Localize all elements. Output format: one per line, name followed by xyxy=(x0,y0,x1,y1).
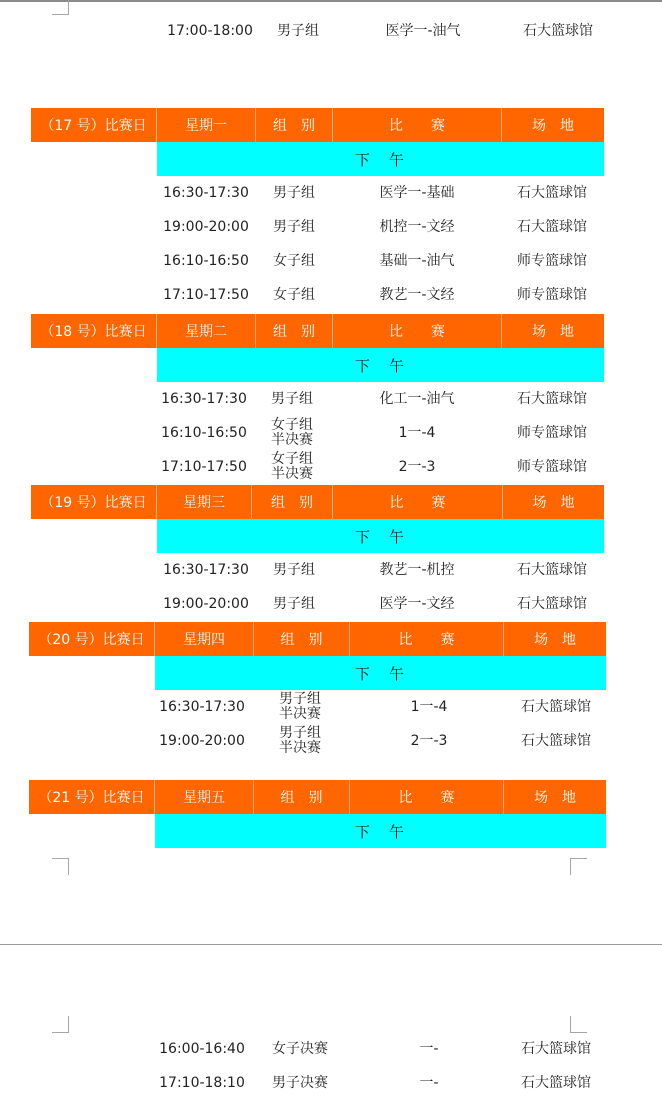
venue-cell: 石大篮球馆 xyxy=(523,23,593,39)
group-cell xyxy=(252,416,332,450)
time-cell: 16:30-17:30 xyxy=(161,391,247,407)
match-cell: 机控一-文经 xyxy=(379,219,455,235)
match-cell: 一- xyxy=(419,1041,439,1057)
time-cell: 17:00-18:00 xyxy=(167,23,253,39)
venue-header: 场 地 xyxy=(502,314,604,348)
day-header xyxy=(0,622,662,656)
group-cell xyxy=(260,724,340,758)
venue-cell: 石大篮球馆 xyxy=(517,219,587,235)
venue-cell: 石大篮球馆 xyxy=(521,1041,591,1057)
venue-cell: 师专篮球馆 xyxy=(517,253,587,269)
venue-cell: 师专篮球馆 xyxy=(517,287,587,303)
period-band: 下 午 xyxy=(157,348,604,382)
group-stage: 半决赛 xyxy=(271,466,313,482)
table-row xyxy=(0,1066,662,1100)
group-cell xyxy=(260,690,340,724)
venue-header: 场 地 xyxy=(503,485,604,519)
weekday-label: 星期三 xyxy=(157,485,252,519)
time-cell: 16:30-17:30 xyxy=(163,562,249,578)
group-cell: 男子决赛 xyxy=(272,1075,328,1091)
match-cell: 医学一-文经 xyxy=(379,596,455,612)
group-stage: 半决赛 xyxy=(279,740,321,756)
weekday-label: 星期一 xyxy=(157,108,256,142)
venue-cell: 师专篮球馆 xyxy=(517,425,587,441)
weekday-label: 星期四 xyxy=(155,622,254,656)
time-cell: 17:10-17:50 xyxy=(161,459,247,475)
group-cell xyxy=(252,450,332,484)
table-row xyxy=(0,14,662,48)
day-header xyxy=(0,485,662,519)
group-header: 组 别 xyxy=(254,780,350,814)
match-header: 比 赛 xyxy=(333,314,502,348)
group-header: 组 别 xyxy=(252,485,333,519)
match-cell: 一- xyxy=(419,1075,439,1091)
weekday-label: 星期二 xyxy=(157,314,256,348)
day-header xyxy=(0,314,662,348)
page-corner-mark xyxy=(52,858,69,875)
match-header: 比 赛 xyxy=(333,485,503,519)
match-cell: 医学一-基础 xyxy=(379,185,455,201)
match-header: 比 赛 xyxy=(350,780,504,814)
match-cell: 医学一-油气 xyxy=(385,23,461,39)
match-cell: 教艺一-文经 xyxy=(379,287,455,303)
period-band: 下 午 xyxy=(157,142,604,176)
group-cell: 女子组 xyxy=(273,253,315,269)
match-header: 比 赛 xyxy=(333,108,502,142)
venue-cell: 石大篮球馆 xyxy=(521,733,591,749)
match-header: 比 赛 xyxy=(350,622,504,656)
group-cell: 男子组 xyxy=(273,185,315,201)
match-cell: 1一-4 xyxy=(398,425,436,441)
group-header: 组 别 xyxy=(256,108,333,142)
table-row xyxy=(0,210,662,244)
venue-header: 场 地 xyxy=(502,108,604,142)
match-cell: 化工一-油气 xyxy=(379,391,455,407)
table-row xyxy=(0,450,662,484)
period-band: 下 午 xyxy=(157,519,604,553)
page-corner-mark xyxy=(570,1016,587,1033)
day-date-label: （20 号）比赛日 xyxy=(29,622,155,656)
period-band: 下 午 xyxy=(155,656,606,690)
period-band: 下 午 xyxy=(155,814,606,848)
time-cell: 19:00-20:00 xyxy=(163,596,249,612)
table-row xyxy=(0,382,662,416)
table-row xyxy=(0,416,662,450)
match-cell: 教艺一-机控 xyxy=(379,562,455,578)
match-cell: 2一-3 xyxy=(398,459,436,475)
table-row xyxy=(0,278,662,312)
table-row xyxy=(0,587,662,621)
group-cell: 男子组 xyxy=(273,596,315,612)
match-cell: 1一-4 xyxy=(410,699,448,715)
match-cell: 基础一-油气 xyxy=(379,253,455,269)
venue-cell: 石大篮球馆 xyxy=(521,1075,591,1091)
page-top-border xyxy=(0,0,662,2)
page-corner-mark xyxy=(52,1016,69,1033)
group-line: 男子组 xyxy=(279,725,321,741)
group-cell: 男子组 xyxy=(273,562,315,578)
time-cell: 17:10-18:10 xyxy=(159,1075,245,1091)
day-date-label: （18 号）比赛日 xyxy=(31,314,157,348)
group-cell: 女子组 xyxy=(273,287,315,303)
venue-cell: 石大篮球馆 xyxy=(517,185,587,201)
weekday-label: 星期五 xyxy=(155,780,254,814)
day-date-label: （21 号）比赛日 xyxy=(29,780,155,814)
page-corner-mark xyxy=(52,0,69,15)
day-header xyxy=(0,108,662,142)
table-row xyxy=(0,690,662,724)
group-line: 女子组 xyxy=(271,451,313,467)
time-cell: 16:10-16:50 xyxy=(163,253,249,269)
day-date-label: （17 号）比赛日 xyxy=(31,108,157,142)
page-break-line xyxy=(0,944,662,945)
time-cell: 16:30-17:30 xyxy=(163,185,249,201)
group-cell: 女子决赛 xyxy=(272,1041,328,1057)
day-date-label: （19 号）比赛日 xyxy=(31,485,157,519)
time-cell: 16:10-16:50 xyxy=(161,425,247,441)
table-row xyxy=(0,1032,662,1066)
page-corner-mark xyxy=(570,858,587,875)
group-cell: 男子组 xyxy=(273,219,315,235)
time-cell: 19:00-20:00 xyxy=(159,733,245,749)
group-header: 组 别 xyxy=(256,314,333,348)
group-header: 组 别 xyxy=(254,622,350,656)
time-cell: 16:00-16:40 xyxy=(159,1041,245,1057)
venue-cell: 师专篮球馆 xyxy=(517,459,587,475)
match-cell: 2一-3 xyxy=(410,733,448,749)
table-row xyxy=(0,176,662,210)
venue-cell: 石大篮球馆 xyxy=(517,391,587,407)
group-cell: 男子组 xyxy=(277,23,319,39)
group-stage: 半决赛 xyxy=(271,432,313,448)
group-cell: 男子组 xyxy=(271,391,313,407)
venue-cell: 石大篮球馆 xyxy=(517,596,587,612)
time-cell: 16:30-17:30 xyxy=(159,699,245,715)
time-cell: 19:00-20:00 xyxy=(163,219,249,235)
venue-header: 场 地 xyxy=(504,780,606,814)
table-row xyxy=(0,724,662,758)
group-stage: 半决赛 xyxy=(279,706,321,722)
table-row xyxy=(0,244,662,278)
time-cell: 17:10-17:50 xyxy=(163,287,249,303)
group-line: 女子组 xyxy=(271,417,313,433)
venue-cell: 石大篮球馆 xyxy=(517,562,587,578)
venue-header: 场 地 xyxy=(504,622,606,656)
day-header xyxy=(0,780,662,814)
group-line: 男子组 xyxy=(279,691,321,707)
venue-cell: 石大篮球馆 xyxy=(521,699,591,715)
table-row xyxy=(0,553,662,587)
